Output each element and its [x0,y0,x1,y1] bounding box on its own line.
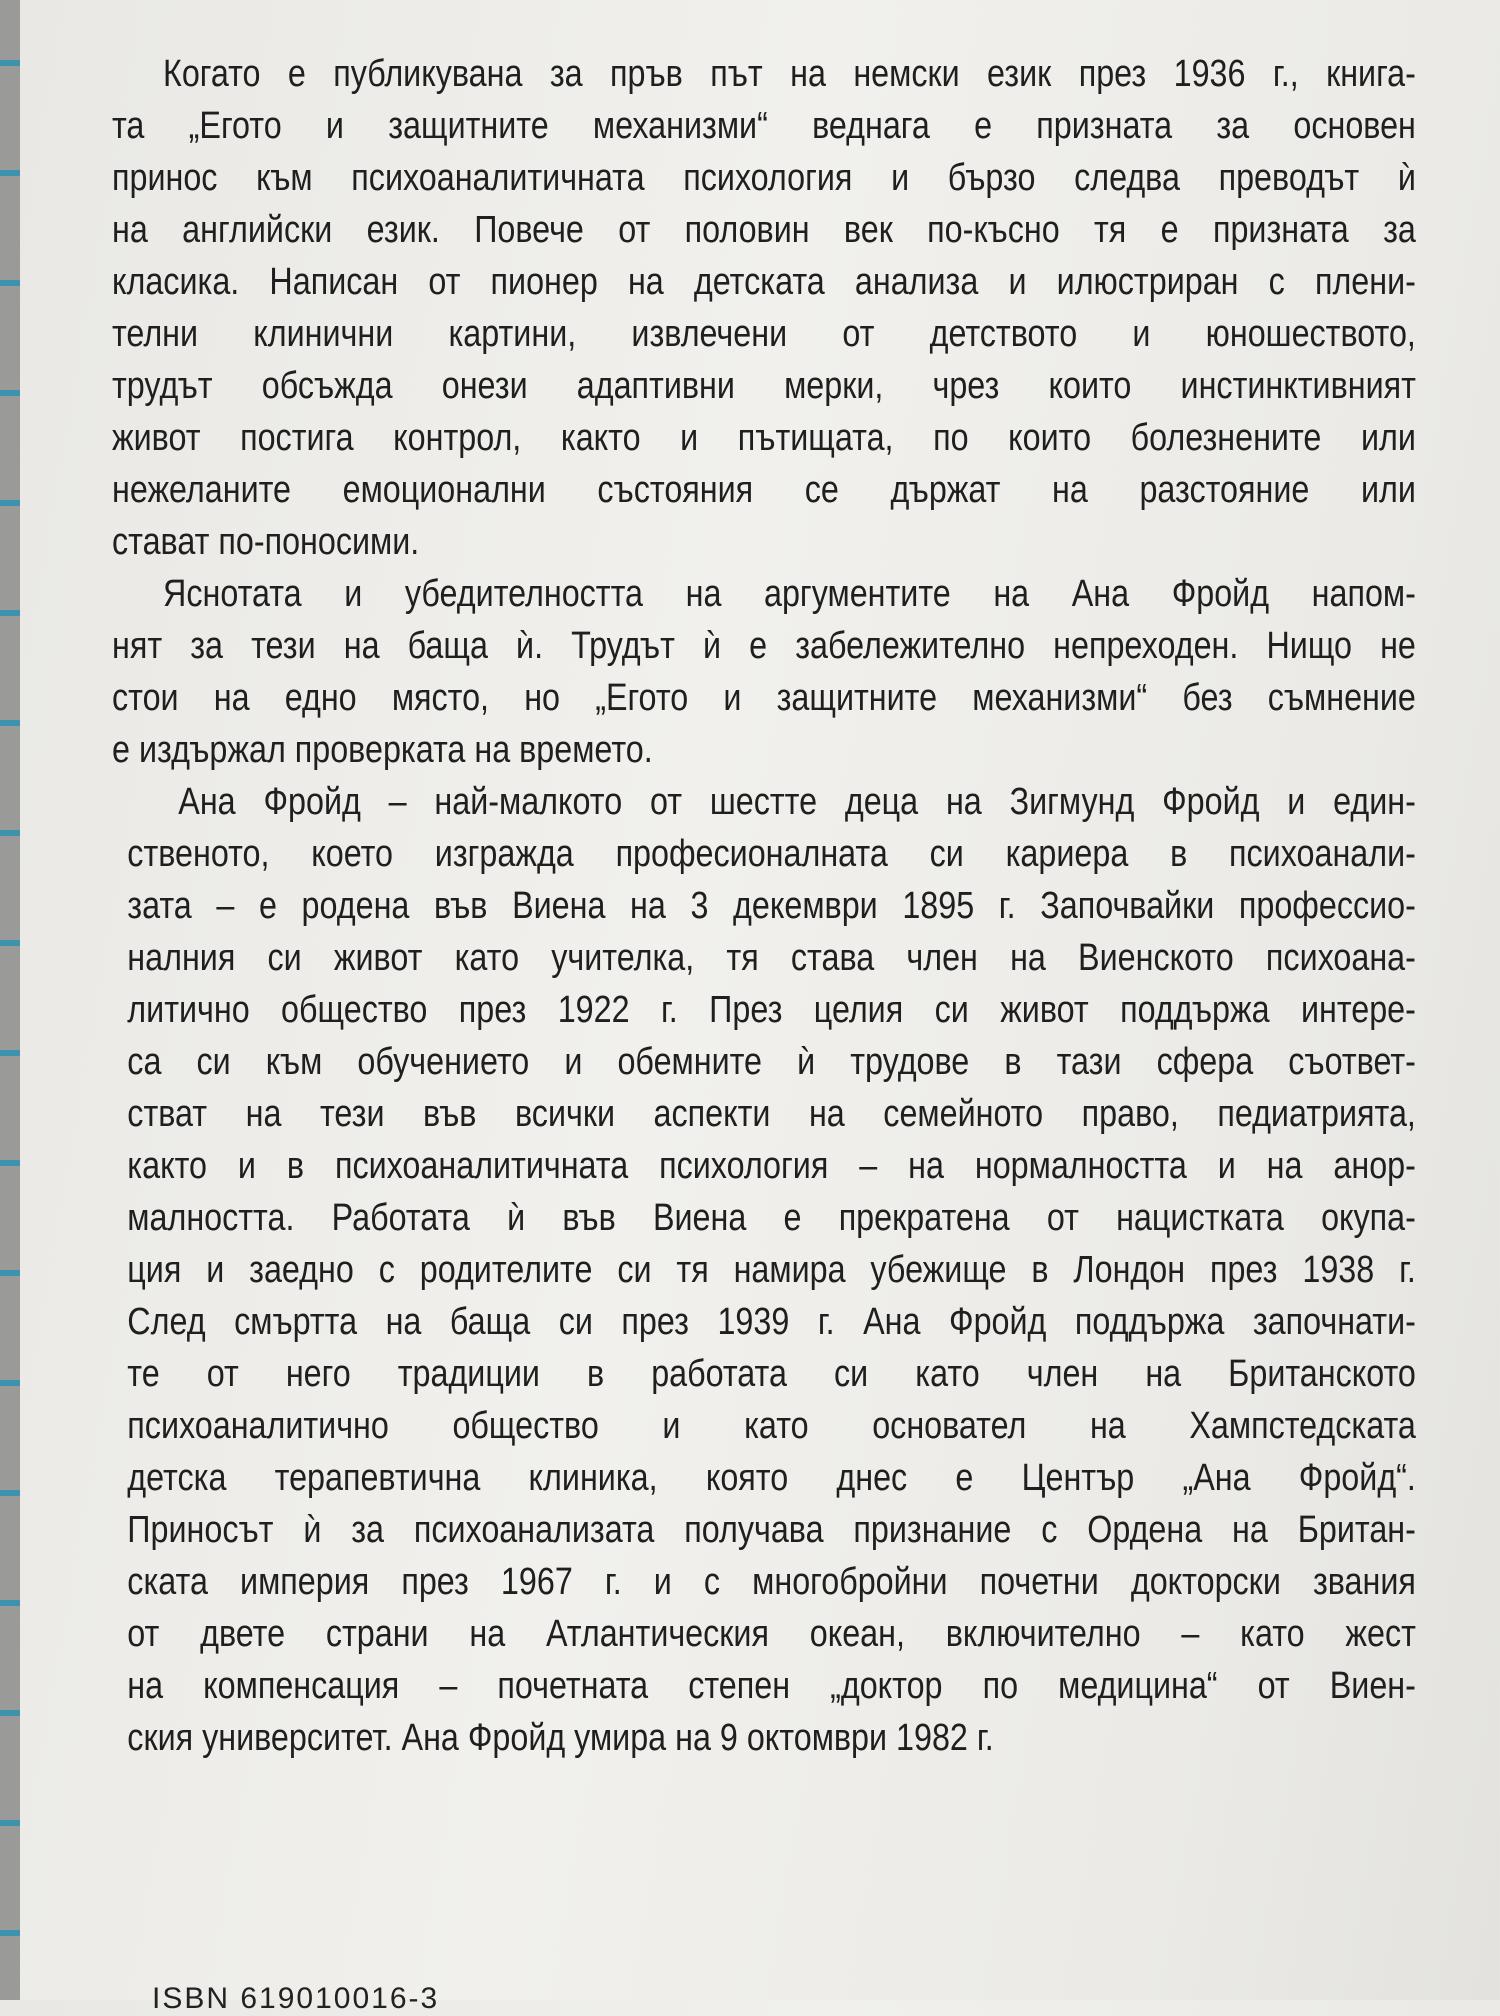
text-line: телни клинични картини, извлечени от детството и юношеството, [112,313,1416,355]
text-line: на компенсация – почетната степен „доктор по медицина“ от Виен- [127,1665,1416,1707]
text-line: от двете страни на Атлантическия океан, включително – като жест [127,1613,1416,1655]
text-line: Приносът ѝ за психоанализата получава признание с Ордена на Британ- [127,1509,1416,1551]
book-spine-edge [0,0,20,2000]
text-line: е издържал проверката на времето. [112,729,653,771]
text-line: Когато е публикувана за пръв път на немски език през 1936 г., книга- [163,53,1416,95]
text-line: са си към обучението и обемните ѝ трудове в тази сфера съответ- [127,1041,1416,1083]
text-line: стват на тези във всички аспекти на семейното право, педиатрията, [127,1093,1416,1135]
text-line: ската империя през 1967 г. и с многобройни почетни докторски звания [127,1561,1416,1603]
text-line: ственото, което изгражда професионалната си кариера в психоанали- [127,833,1416,875]
text-line: ския университет. Ана Фройд умира на 9 октомври 1982 г. [127,1717,994,1759]
text-line: Ана Фройд – най-малкото от шестте деца на Зигмунд Фройд и един- [178,781,1416,823]
text-line: ция и заедно с родителите си тя намира убежище в Лондон през 1938 г. [127,1249,1416,1291]
paragraph-1 [112,48,1416,568]
paragraph-3 [127,776,1416,1764]
text-line: те от него традиции в работата си като член на Британското [127,1353,1416,1395]
text-line: живот постига контрол, както и пътищата, по които болезнените или [112,417,1416,459]
back-cover-text [112,48,1416,1764]
text-line: принос към психоаналитичната психология и бързо следва преводът ѝ [112,157,1416,199]
text-line: зата – е родена във Виена на 3 декември 1895 г. Започвайки профессио- [127,885,1416,927]
text-line: та „Егото и защитните механизми“ веднага е призната за основен [112,105,1416,147]
text-line: класика. Написан от пионер на детската анализа и илюстриран с плени- [112,261,1416,303]
text-line: След смъртта на баща си през 1939 г. Ана Фройд поддържа започнати- [127,1301,1416,1343]
text-line: малността. Работата ѝ във Виена е прекратена от нацистката окупа- [127,1197,1416,1239]
text-line: нят за тези на баща ѝ. Трудът ѝ е забележително непреходен. Нищо не [112,625,1416,667]
text-line: детска терапевтична клиника, която днес е Център „Ана Фройд“. [127,1457,1416,1499]
text-line: Яснотата и убедителността на аргументите на Ана Фройд напом- [163,573,1416,615]
isbn-number: ISBN 619010016-3 [152,1982,440,2015]
text-line: психоаналитично общество и като основател на Хампстедската [127,1405,1416,1447]
text-line: налния си живот като учителка, тя става член на Виенското психоана- [127,937,1416,979]
text-line: на английски език. Повече от половин век по-късно тя е призната за [112,209,1416,251]
text-line: стават по-поносими. [112,521,420,563]
text-line: както и в психоаналитичната психология – на нормалността и на анор- [127,1145,1416,1187]
text-line: нежеланите емоционални състояния се държат на разстояние или [112,469,1416,511]
text-line: трудът обсъжда онези адаптивни мерки, чрез които инстинктивният [112,365,1416,407]
text-line: стои на едно място, но „Егото и защитните механизми“ без съмнение [112,677,1416,719]
text-line: литично общество през 1922 г. През целия си живот поддържа интере- [127,989,1416,1031]
paragraph-2 [112,568,1416,776]
